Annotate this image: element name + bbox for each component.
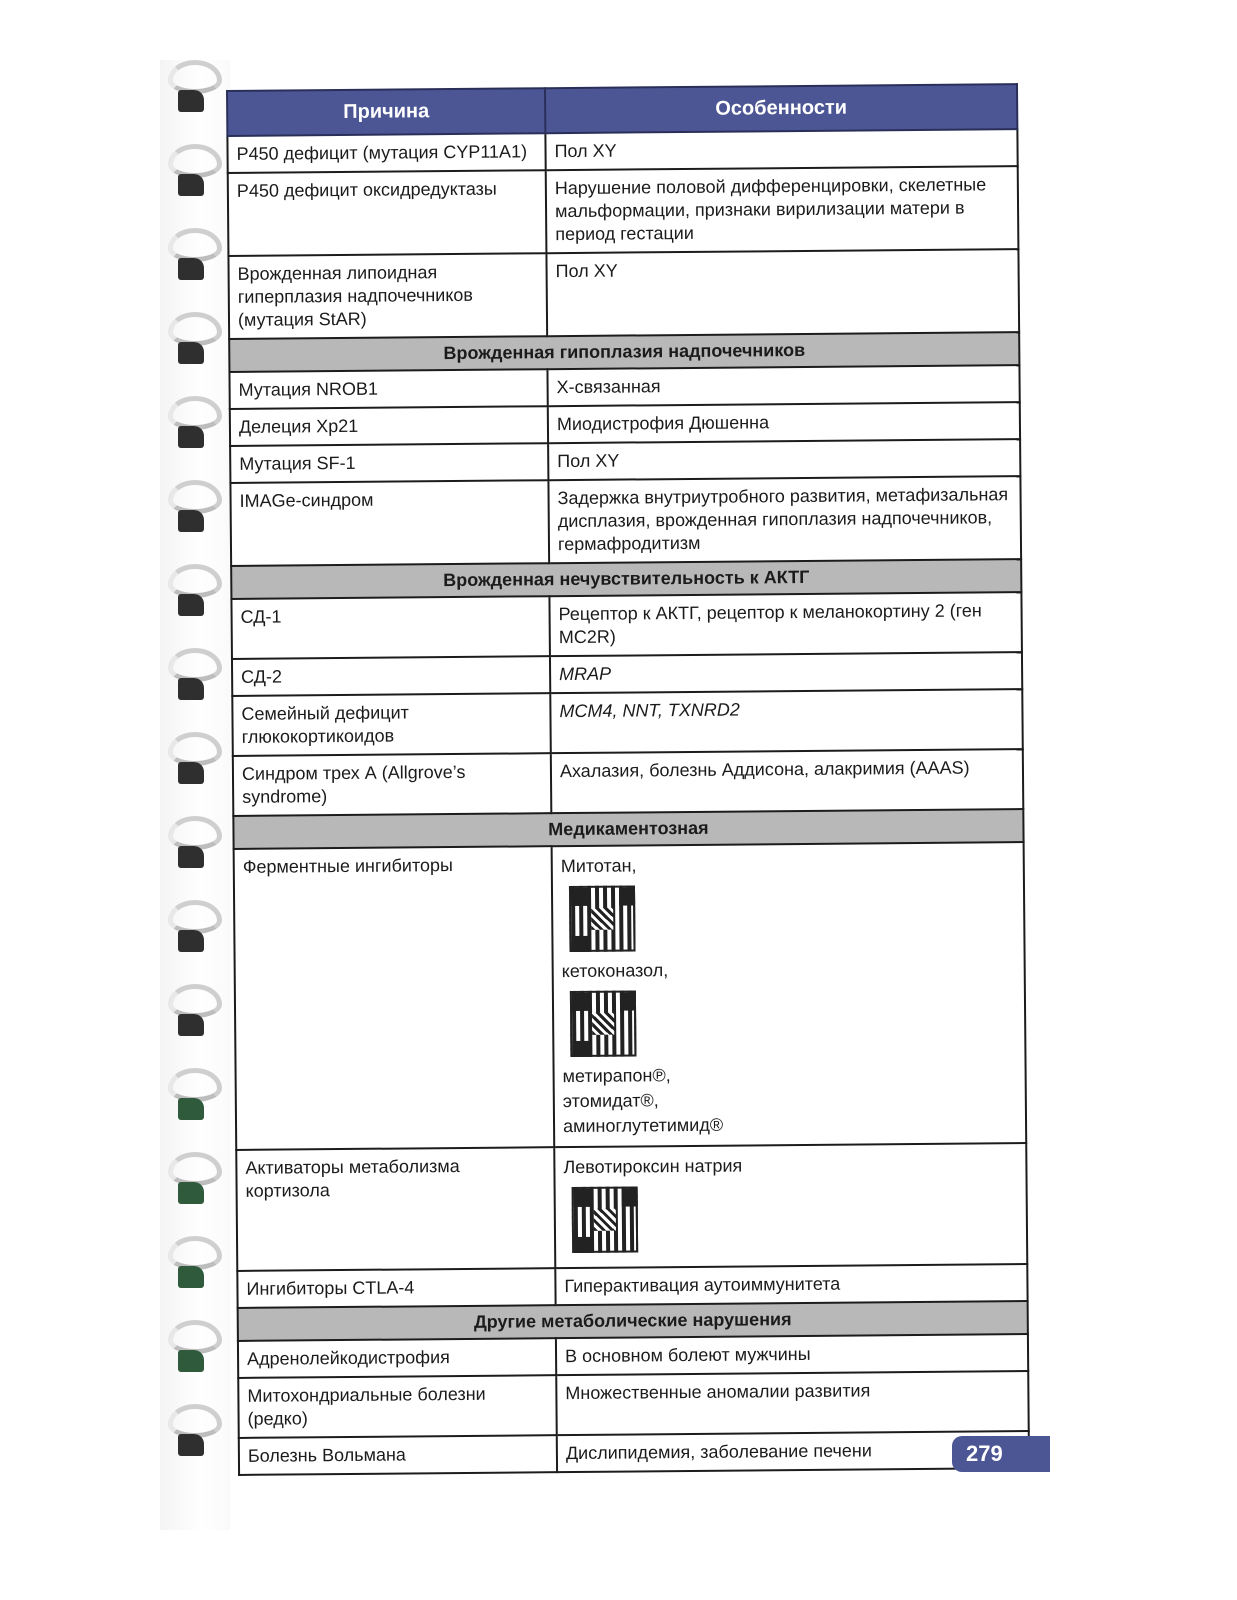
table-row bbox=[236, 1143, 1027, 1271]
binding-hole bbox=[178, 90, 204, 112]
qr-code-icon[interactable] bbox=[572, 1186, 639, 1253]
table-header-row bbox=[227, 84, 1017, 136]
binding-ring bbox=[168, 1068, 222, 1102]
cause-cell: IMAGe-синдром bbox=[230, 480, 549, 566]
cause-cell: Ингибиторы CTLA-4 bbox=[237, 1268, 555, 1308]
cause-cell: Болезнь Вольмана bbox=[239, 1435, 557, 1475]
binding-ring bbox=[168, 228, 222, 262]
binding-ring bbox=[168, 816, 222, 850]
features-cell: Пол XY bbox=[545, 129, 1017, 170]
binding-hole bbox=[178, 846, 204, 868]
cause-cell: Активаторы метаболизма кортизола bbox=[236, 1147, 555, 1271]
binding-ring bbox=[168, 312, 222, 346]
section-title: Медикаментозная bbox=[233, 809, 1023, 849]
table-row bbox=[232, 689, 1022, 756]
cause-cell: СД-1 bbox=[231, 596, 550, 659]
binding-hole bbox=[178, 426, 204, 448]
drug-name: метирапон℗, bbox=[562, 1065, 671, 1087]
header-features: Особенности bbox=[545, 84, 1017, 133]
header-cause: Причина bbox=[227, 88, 545, 136]
binding-hole bbox=[178, 678, 204, 700]
binding-hole bbox=[178, 1266, 204, 1288]
binding-ring bbox=[168, 1404, 222, 1438]
binding-ring bbox=[168, 1236, 222, 1270]
table-row bbox=[238, 1371, 1028, 1438]
cause-cell: Мутация SF-1 bbox=[230, 443, 548, 483]
binding-hole bbox=[178, 762, 204, 784]
cause-cell: Врожденная липоидная гиперплазия надпочечников (мутация StAR) bbox=[228, 253, 547, 339]
features-cell: Пол XY bbox=[546, 249, 1019, 336]
binding-hole bbox=[178, 258, 204, 280]
cause-cell: Делеция Xp21 bbox=[230, 406, 548, 446]
features-cell bbox=[552, 842, 1027, 1147]
table-row bbox=[233, 749, 1023, 816]
section-title: Врожденная нечувствительность к АКТГ bbox=[231, 559, 1021, 599]
causes-table bbox=[226, 83, 1030, 1476]
features-cell: Миодистрофия Дюшенна bbox=[548, 402, 1020, 443]
table-row bbox=[234, 842, 1027, 1150]
binding-hole bbox=[178, 510, 204, 532]
cause-cell: Р450 дефицит оксидредуктазы bbox=[228, 170, 547, 256]
binding-hole bbox=[178, 174, 204, 196]
table-row bbox=[228, 166, 1019, 256]
binding-hole bbox=[178, 930, 204, 952]
cause-cell: Ферментные ингибиторы bbox=[234, 846, 555, 1150]
features-cell: Нарушение половой дифференцировки, скелетные мальформации, признаки вирилизации матери в период гестации bbox=[546, 166, 1019, 253]
binding-ring bbox=[168, 564, 222, 598]
features-cell: Дислипидемия, заболевание печени bbox=[557, 1431, 1029, 1472]
binding-hole bbox=[178, 342, 204, 364]
binding-hole bbox=[178, 1350, 204, 1372]
binding-ring bbox=[168, 984, 222, 1018]
features-cell: Задержка внутриутробного развития, метафизальная дисплазия, врожденная гипоплазия надпочечников, гермафродитизм bbox=[548, 476, 1021, 563]
cause-cell: Р450 дефицит (мутация CYP11A1) bbox=[227, 133, 545, 173]
table-row bbox=[228, 249, 1019, 339]
binding-hole bbox=[178, 1014, 204, 1036]
table-row bbox=[230, 476, 1021, 566]
cause-cell: Адренолейкодистрофия bbox=[238, 1338, 556, 1378]
binding-ring bbox=[168, 648, 222, 682]
cause-cell: Мутация NROB1 bbox=[229, 369, 547, 409]
binding-ring bbox=[168, 1152, 222, 1186]
drug-name: кетоконазол, bbox=[561, 960, 669, 982]
binding-ring bbox=[168, 396, 222, 430]
features-cell: MCM4, NNT, TXNRD2 bbox=[550, 689, 1023, 753]
section-title: Врожденная гипоплазия надпочечников bbox=[229, 332, 1019, 372]
binding-ring bbox=[168, 144, 222, 178]
drug-name: этомидат®, bbox=[562, 1090, 659, 1112]
features-cell: Ахалазия, болезнь Аддисона, алакримия (AAAS) bbox=[551, 749, 1024, 813]
features-cell: Множественные аномалии развития bbox=[556, 1371, 1029, 1435]
features-cell bbox=[554, 1143, 1027, 1268]
spiral-binding bbox=[160, 60, 230, 1530]
cause-cell: Семейный дефицит глюкокортикоидов bbox=[232, 693, 551, 756]
drug-name: аминоглутетимид® bbox=[562, 1114, 724, 1137]
binding-hole bbox=[178, 594, 204, 616]
page-number: 279 bbox=[952, 1436, 1050, 1472]
cause-cell: СД-2 bbox=[232, 656, 550, 696]
cause-cell: Синдром трех А (Allgrove’s syndrome) bbox=[233, 753, 552, 816]
features-cell: MRAP bbox=[550, 652, 1022, 693]
features-cell: В основном болеют мужчины bbox=[556, 1334, 1028, 1375]
features-cell: Х-связанная bbox=[547, 365, 1019, 406]
book-page bbox=[226, 83, 1030, 1476]
table-row bbox=[239, 1431, 1029, 1475]
binding-hole bbox=[178, 1182, 204, 1204]
features-cell: Пол XY bbox=[548, 439, 1020, 480]
binding-ring bbox=[168, 900, 222, 934]
qr-code-icon[interactable] bbox=[569, 885, 636, 952]
qr-code-icon[interactable] bbox=[570, 990, 637, 1057]
features-cell: Рецептор к АКТГ, рецептор к меланокортину 2 (ген MC2R) bbox=[549, 592, 1022, 656]
cause-cell: Митохондриальные болезни (редко) bbox=[238, 1375, 557, 1438]
section-title: Другие метаболические нарушения bbox=[238, 1301, 1028, 1341]
drug-name: Левотироксин натрия bbox=[563, 1155, 743, 1178]
features-cell: Гиперактивация аутоиммунитета bbox=[555, 1264, 1027, 1305]
drug-name: Митотан, bbox=[560, 855, 637, 877]
binding-ring bbox=[168, 60, 222, 94]
binding-ring bbox=[168, 732, 222, 766]
binding-ring bbox=[168, 1320, 222, 1354]
binding-hole bbox=[178, 1434, 204, 1456]
binding-hole bbox=[178, 1098, 204, 1120]
table-row bbox=[231, 592, 1021, 659]
binding-ring bbox=[168, 480, 222, 514]
